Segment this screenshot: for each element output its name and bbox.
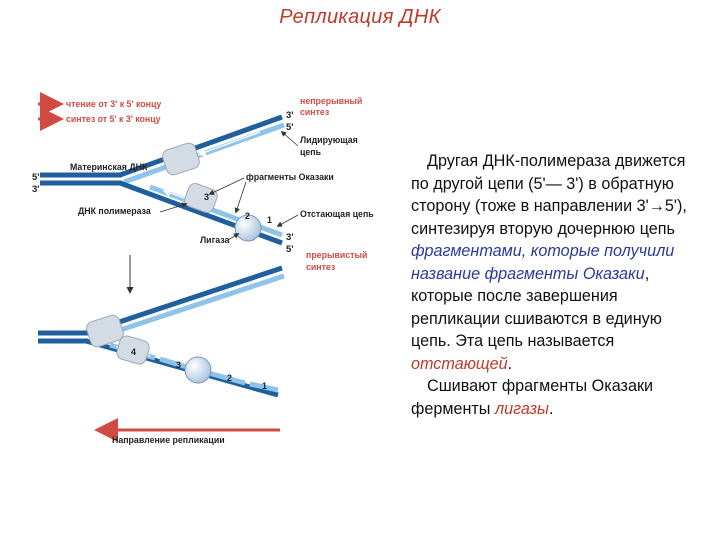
page-title: Репликация ДНК xyxy=(279,6,441,28)
desc-okazaki-italic: фрагментами, которые получили название фрагменты Оказаки xyxy=(411,242,675,283)
label-discontinuous-2: синтез xyxy=(306,262,336,272)
pointer-okazaki-1 xyxy=(210,178,244,194)
description-text xyxy=(411,150,701,420)
end-left-3: 3' xyxy=(32,184,40,195)
fragment-number-4b: 4 xyxy=(131,347,137,357)
label-ligase: Лигаза xyxy=(200,235,230,245)
label-lagging: Отстающая цепь xyxy=(300,209,374,219)
label-replication-direction: Направление репликации xyxy=(112,435,225,445)
desc-part-1: Другая ДНК-полимераза движется по другой цепи (5'— 3') в обратную сторону (тоже в направлении 3'→5'), синтезируя вторую дочернюю цепь xyxy=(411,152,687,238)
pointer-ligase xyxy=(228,234,238,240)
label-continuous-1: непрерывный xyxy=(300,96,363,106)
label-leading-1: Лидирующая xyxy=(300,135,358,145)
end-top-3: 3' xyxy=(286,110,294,121)
fragment-number-1b: 1 xyxy=(262,381,268,391)
desc-part-4: Сшивают фрагменты Оказаки ферменты xyxy=(411,377,654,418)
end-bottom-5: 5' xyxy=(286,244,294,255)
label-polymerase: ДНК полимераза xyxy=(78,206,151,216)
fragment-number-2: 2 xyxy=(245,211,251,221)
label-synth-direction: синтез от 5' к 3' концу xyxy=(66,114,161,124)
label-okazaki: фрагменты Оказаки xyxy=(246,172,334,182)
polymerase-leading xyxy=(161,141,201,176)
desc-lagging-term: отстающей xyxy=(411,354,508,373)
fragment-number-3b: 3 xyxy=(176,360,182,370)
label-read-direction: чтение от 3' к 5' концу xyxy=(66,99,162,109)
label-maternal-dna: Материнская ДНК xyxy=(70,162,148,172)
fragment-number-1: 1 xyxy=(267,215,273,225)
label-discontinuous-1: прерывистый xyxy=(306,250,368,260)
pointer-okazaki-2 xyxy=(236,182,246,212)
end-left-5: 5' xyxy=(32,172,40,183)
label-continuous-2: синтез xyxy=(300,107,330,117)
pointer-leading xyxy=(282,132,298,146)
fragment-number-3: 3 xyxy=(204,192,210,202)
fragment-number-2b: 2 xyxy=(227,373,233,383)
desc-part-3: . xyxy=(507,354,513,373)
pointer-lagging xyxy=(278,215,298,226)
label-leading-2: цепь xyxy=(300,147,322,157)
desc-part-5: . xyxy=(548,399,554,418)
desc-part-2: , которые после завершения репликации сшиваются в единую цепь. Эта цепь называется xyxy=(411,264,662,350)
ligase-sphere-2 xyxy=(185,357,211,383)
desc-ligase-term: лигазы xyxy=(494,399,549,418)
end-top-5: 5' xyxy=(286,122,294,133)
end-bottom-3: 3' xyxy=(286,232,294,243)
